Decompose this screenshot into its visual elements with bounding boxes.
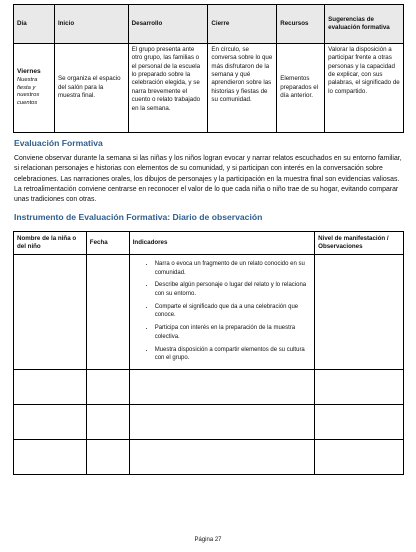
obs-header-indicators: Indicadores — [129, 232, 314, 255]
plan-header-desarrollo: Desarrollo — [128, 5, 208, 44]
day-subtitle: Nuestra fiesta y nuestros cuentos — [17, 76, 40, 107]
obs-cell-date[interactable] — [86, 255, 129, 370]
obs-cell-indicators[interactable] — [129, 404, 314, 439]
plan-header-sugerencias: Sugerencias de evaluación formativa — [325, 5, 404, 44]
instrument-heading: Instrumento de Evaluación Formativa: Diario de observación — [14, 212, 263, 222]
obs-cell-indicators[interactable] — [129, 439, 314, 474]
obs-row-empty — [14, 369, 404, 404]
plan-row-viernes — [14, 44, 404, 133]
indicator-item: • Comparte el significado que da a una celebración que conoce. — [155, 303, 311, 320]
plan-cell-sugerencias: Valorar la disposición a participar frente a otras personas y la capacidad de explicar, con sus palabras, el significado de lo compartido. — [325, 44, 404, 133]
obs-cell-name[interactable] — [14, 439, 87, 474]
obs-cell-level[interactable] — [315, 255, 404, 370]
obs-row-empty — [14, 404, 404, 439]
obs-cell-level[interactable] — [315, 404, 404, 439]
indicator-item: • Muestra disposición a compartir elementos de su cultura con el grupo. — [155, 346, 311, 363]
plan-cell-day — [14, 44, 55, 133]
obs-cell-date[interactable] — [86, 369, 129, 404]
obs-cell-date[interactable] — [86, 404, 129, 439]
obs-cell-date[interactable] — [86, 439, 129, 474]
obs-header-name: Nombre de la niña o del niño — [14, 232, 87, 255]
plan-header-recursos: Recursos — [277, 5, 325, 44]
obs-cell-name[interactable] — [14, 369, 87, 404]
obs-header-row — [14, 232, 404, 255]
obs-row — [14, 255, 404, 370]
observation-diary-table — [13, 231, 404, 475]
evaluation-paragraph: Conviene observar durante la semana si las niñas y los niños logran evocar y narrar relatos escuchados en su entorno familiar, si relacionan personajes e historias con elementos de su comunidad, y si participan con interés en la conversación sobre celebraciones. Las narraciones orales, los dibujos de personajes y la participación en la muestra final son evidencias valiosas. La retroalimentación conviene centrarse en reconocer el valor de lo que cada niña o niño trae de su hogar, evitando comparar unas tradiciones con otras. — [14, 155, 402, 204]
plan-header-day: Día — [14, 5, 55, 44]
obs-header-date: Fecha — [86, 232, 129, 255]
evaluation-heading: Evaluación Formativa — [14, 138, 103, 148]
obs-cell-name[interactable] — [14, 255, 87, 370]
plan-cell-recursos: Elementos preparados el día anterior. — [277, 44, 325, 133]
obs-header-level: Nivel de manifestación / Observaciones — [315, 232, 404, 255]
plan-cell-desarrollo: El grupo presenta ante otro grupo, las familias o el personal de la escuela lo preparado sobre la celebración elegida, y se narra brevemente el cuento o relato trabajado en la semana. — [128, 44, 208, 133]
indicator-item: • Narra o evoca un fragmento de un relato conocido en su comunidad. — [155, 260, 311, 277]
obs-cell-level[interactable] — [315, 369, 404, 404]
page-number: Página 27 — [194, 537, 222, 543]
obs-cell-indicators — [129, 255, 314, 370]
obs-cell-name[interactable] — [14, 404, 87, 439]
plan-cell-inicio: Se organiza el espacio del salón para la muestra final. — [54, 44, 128, 133]
day-name: Viernes — [17, 67, 41, 75]
obs-cell-indicators[interactable] — [129, 369, 314, 404]
weekly-plan-table — [13, 4, 404, 133]
plan-header-cierre: Cierre — [208, 5, 277, 44]
obs-row-empty — [14, 439, 404, 474]
plan-header-inicio: Inicio — [54, 5, 128, 44]
indicator-item: • Describe algún personaje o lugar del relato y lo relaciona con su entorno. — [155, 281, 311, 298]
plan-cell-cierre: En círculo, se conversa sobre lo que más disfrutaron de la semana y qué aprendieron sobre las historias y fiestas de su comunidad. — [208, 44, 277, 133]
indicator-list — [133, 260, 311, 363]
obs-cell-level[interactable] — [315, 439, 404, 474]
indicator-item: • Participa con interés en la preparación de la muestra colectiva. — [155, 324, 311, 341]
plan-header-row — [14, 5, 404, 44]
